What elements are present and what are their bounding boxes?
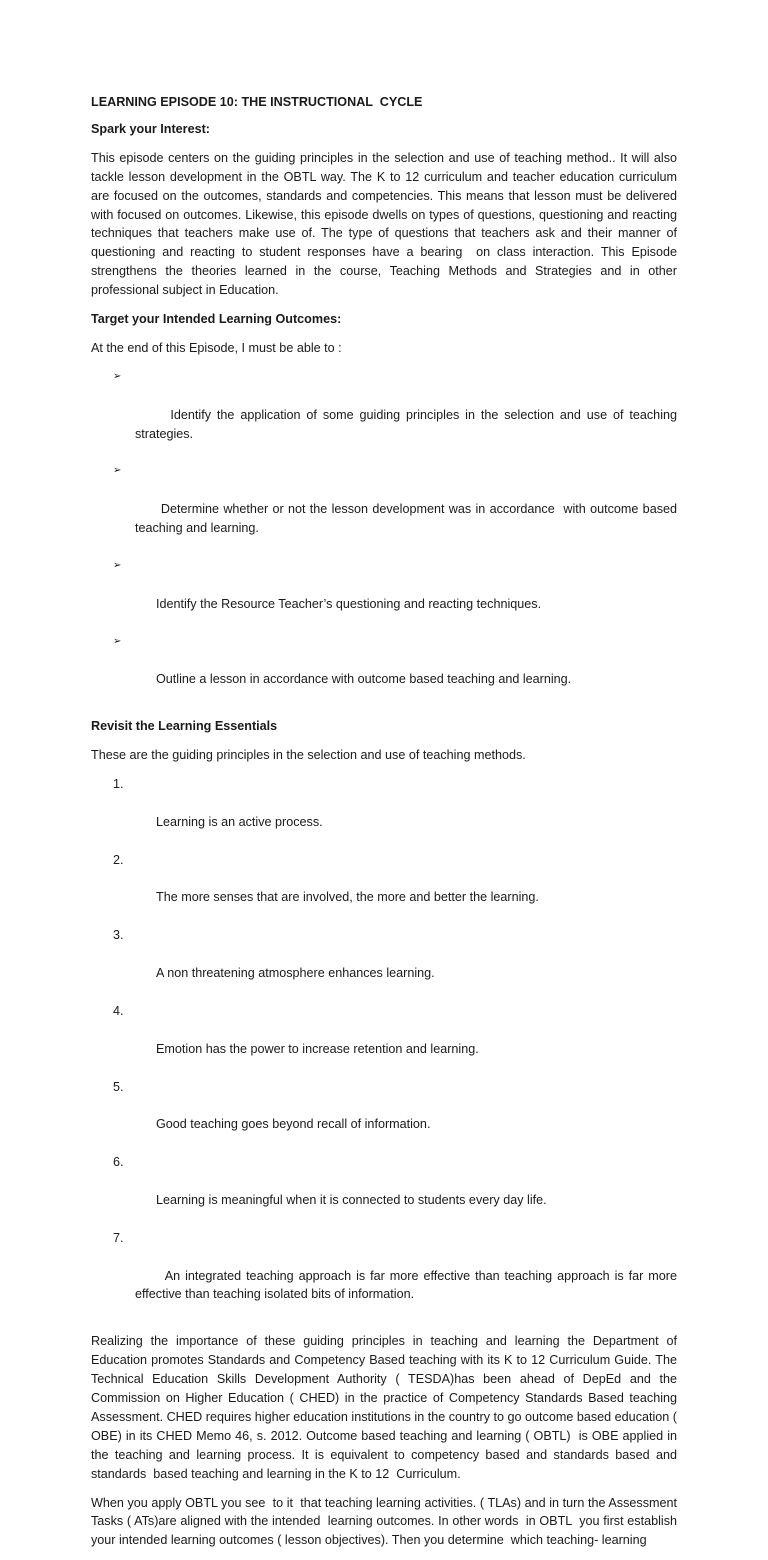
list-item-text: Identify the Resource Teacher’s questioning and reacting techniques. [156, 596, 542, 611]
list-item-text: Emotion has the power to increase retention and learning. [156, 1041, 479, 1056]
arrow-bullet-icon: ➢ [113, 635, 122, 647]
list-item [91, 926, 677, 1002]
list-item [91, 775, 677, 851]
list-item [91, 557, 677, 633]
list-item-text: A non threatening atmosphere enhances learning. [156, 966, 435, 981]
list-item [91, 462, 681, 557]
arrow-bullet-icon: ➢ [113, 370, 122, 382]
target-heading: Target your Intended Learning Outcomes: [91, 312, 342, 327]
arrow-bullet-icon: ➢ [113, 465, 122, 477]
obe-paragraph: Realizing the importance of these guiding principles in teaching and learning the Department of Education promotes Standards and Competency Based teaching with its K to 12 Curriculum Guide. The Technical Education Skills Development Authority ( TESDA)has been ahead of DepEd and the Commission on Higher Education ( CHED) in the practice of Competency Standards Based teaching Assessment. CHED requires higher education institutions in the country to go outcome based education ( OBE) in its CHED Memo 46, s. 2012. Outcome based teaching and learning ( OBTL) is OBE applied in the teaching and learning process. It is equivalent to competency based and standards based and standards based teaching and learning in the K to 12 Curriculum. [91, 1334, 681, 1481]
outcomes-list [91, 368, 681, 708]
list-item [91, 1002, 677, 1078]
list-item-text: Good teaching goes beyond recall of information. [156, 1117, 431, 1132]
list-item-text: Learning is an active process. [156, 814, 323, 829]
list-number: 5. [113, 1079, 124, 1094]
spark-heading: Spark your Interest: [91, 121, 210, 136]
episode-title: LEARNING EPISODE 10: THE INSTRUCTIONAL CYCLE [91, 95, 423, 109]
list-number: 6. [113, 1155, 124, 1170]
list-item [91, 1229, 681, 1324]
list-item [91, 633, 677, 709]
list-item [91, 1078, 677, 1154]
revisit-heading: Revisit the Learning Essentials [91, 719, 278, 734]
list-number: 3. [113, 928, 124, 943]
list-number: 1. [113, 777, 124, 791]
document-page [91, 93, 681, 1560]
list-item-text: Determine whether or not the lesson development was in accordance with outcome based teaching and learning. [135, 502, 681, 536]
list-number: 2. [113, 852, 124, 867]
arrow-bullet-icon: ➢ [113, 559, 122, 571]
list-item-text: Outline a lesson in accordance with outcome based teaching and learning. [156, 672, 572, 687]
principles-list [91, 775, 681, 1323]
list-item [91, 1153, 677, 1229]
spark-paragraph: This episode centers on the guiding principles in the selection and use of teaching method.. It will also tackle lesson development in the OBTL way. The K to 12 curriculum and teacher education curriculum are focused on the outcomes, standards and competencies. This means that lesson must be delivered with focused on outcomes. Likewise, this episode dwells on types of questions, questioning and reacting techniques that teachers make use of. The type of questions that teachers ask and their manner of questioning and reacting to student responses have a bearing on class interaction. This Episode strengthens the theories learned in the course, Teaching Methods and Strategies and in other professional subject in Education. [91, 150, 681, 298]
list-item-text: Learning is meaningful when it is connected to students every day life. [156, 1192, 547, 1207]
list-number: 4. [113, 1003, 124, 1018]
list-item [91, 368, 681, 463]
revisit-intro: These are the guiding principles in the selection and use of teaching methods. [91, 748, 526, 763]
list-item-text: An integrated teaching approach is far more effective than teaching approach is far more effective than teaching isolated bits of information. [135, 1268, 681, 1302]
target-intro: At the end of this Episode, I must be able to : [91, 340, 342, 355]
list-item [91, 851, 677, 927]
list-number: 7. [113, 1230, 124, 1245]
obtl-paragraph: When you apply OBTL you see to it that teaching learning activities. ( TLAs) and in turn the Assessment Tasks ( ATs)are aligned with the intended learning outcomes. In other words in OBTL you first establish your intended learning outcomes ( lesson objectives). Then you determine which teaching- learning [91, 1495, 681, 1548]
list-item-text: The more senses that are involved, the more and better the learning. [156, 890, 539, 905]
list-item-text: Identify the application of some guiding principles in the selection and use of teaching strategies. [135, 407, 681, 441]
